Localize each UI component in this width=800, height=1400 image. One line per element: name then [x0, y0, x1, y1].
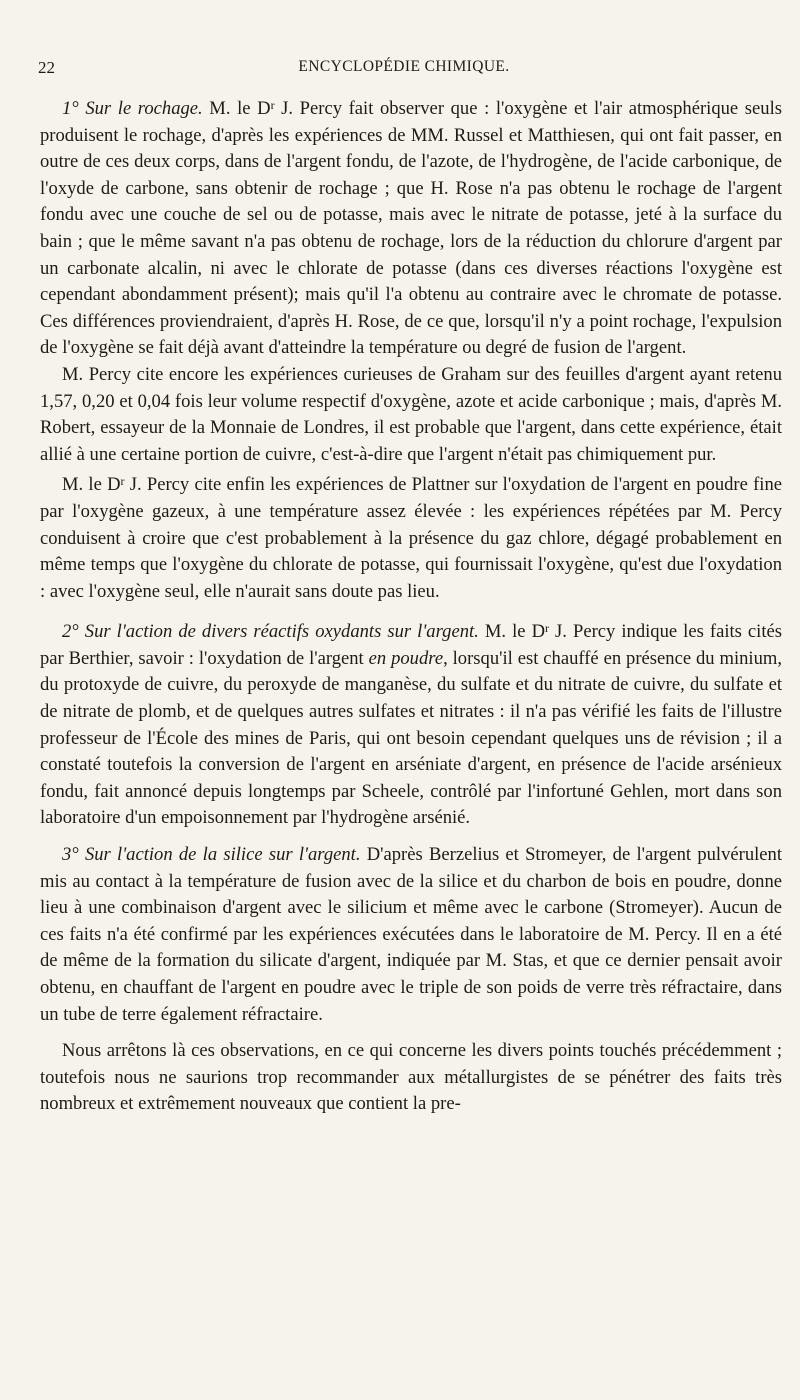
- paragraph-graham: M. Percy cite encore les expériences curieuses de Graham sur des feuilles d'argent ayant retenu 1,57, 0,20 et 0,04 fois leur volume respectif d'oxygène, azote et acide carbonique ; mais, d'après M. Robert, essayeur de la Monnaie de Londres, il est probable que l'argent, dans cette expérience, était allié à une certaine portion de cuivre, c'est-à-dire que l'argent n'était pas chimiquement pur.: [40, 363, 782, 465]
- superscript: r: [545, 621, 549, 636]
- section-label-rochage: 1° Sur le rochage.: [62, 98, 203, 119]
- running-title: ENCYCLOPÉDIE CHIMIQUE.: [298, 58, 510, 75]
- paragraph-text: D'après Berzelius et Stromeyer, de l'argent pulvérulent mis au contact à la température de fusion avec de la silice et du charbon de bois en poudre, donne lieu à une combinaison d'argent avec le silicium et même avec le carbone (Stromeyer). Aucun de ces faits n'a été confirmé par les expériences exécutées dans le laboratoire de M. Percy. Il en a été de même de la formation du silicate d'argent, indiquée par M. Stas, et que ce dernier pensait avoir obtenu, en chauffant de l'argent en poudre avec le triple de son poids de verre très réfractaire, dans un tube de terre également réfractaire.: [40, 844, 783, 1025]
- superscript: r: [120, 474, 125, 489]
- superscript: r: [270, 98, 275, 112]
- paragraph-plattner: [40, 468, 782, 605]
- paragraph-text: J. Percy indique les faits cités par Berthier, savoir : l'oxydation de l'argent: [40, 621, 783, 669]
- section-label-silice: 3° Sur l'action de la silice sur l'argent.: [62, 844, 361, 866]
- paragraph-text: M. le D: [478, 621, 545, 643]
- paragraph-text: J. Percy cite enfin les expériences de Plattner sur l'oxydation de l'argent en poudre fine par l'oxygène gazeux, à une température assez élevée : les expériences répétées par M. Percy conduisent à croire que c'est probablement à la présence du gaz chlore, dégagé probablement en même temps que l'oxygène du chlorate de potasse, qui fournissait l'oxygène, qu'est due l'oxydation : avec l'oxygène seul, elle n'aurait sans doute pas lieu.: [40, 474, 782, 602]
- paragraph-rochage: [40, 92, 782, 362]
- page-header: [38, 58, 770, 82]
- page-body: [40, 92, 782, 1118]
- paragraph-text: J. Percy fait observer que : l'oxygène et l'air atmosphérique seuls produisent le rochage, d'après les expériences de MM. Russel et Matthiesen, qui ont fait passer, en outre de ces deux corps, dans de l'argent fondu, de l'azote, de l'hydrogène, de l'acide carbonique, de l'oxyde de carbone, sans obtenir de rochage ; que H. Rose n'a pas obtenu le rochage de l'argent fondu avec une couche de sel ou de potasse, mais avec le nitrate de potasse, jeté à la surface du bain ; que le même savant n'a pas obtenu de rochage, lors de la réduction du chlorure d'argent par un carbonate alcalin, ni avec le chlorate de potasse (dans ces diverses réactions l'oxygène est cependant abondamment présent); mais qu'il l'a obtenu au contraire avec le chromate de potasse. Ces différences proviendraient, d'après H. Rose, de ce que, lorsqu'il n'y a point rochage, l'expulsion de l'oxygène se fait déjà avant d'atteindre la température ou degré de fusion de l'argent.: [40, 98, 782, 359]
- paragraph-text: M. le D: [202, 98, 271, 119]
- emphasis: en poudre: [368, 647, 444, 669]
- paragraph-text: , lorsqu'il est chauffé en présence du minium, du protoxyde de cuivre, du peroxyde de manganèse, du sulfate et du nitrate de cuivre, du sulfate et de nitrate de plomb, et de quelques autres sulfates et nitrates : il n'a pas vérifié les faits de l'illustre professeur de l'École des mines de Paris, qui ont besoin cependant quelques uns de révision ; il a constaté toutefois la conversion de l'argent en arséniate d'argent, en présence de l'acide arsénieux fondu, fait annoncé depuis longtemps par Scheele, contrôlé par l'infortuné Gehlen, mort dans son laboratoire d'un empoisonnement par l'hydrogène arsénié.: [40, 647, 782, 829]
- paragraph-conclusion: Nous arrêtons là ces observations, en ce qui concerne les divers points touchés précédemment ; toutefois nous ne saurions trop recommander aux métallurgistes de se pénétrer des faits très nombreux et extrêmement nouveaux que contient la pre-: [40, 1040, 782, 1115]
- paragraph-text: M. le D: [62, 474, 121, 496]
- section-label-reactifs: 2° Sur l'action de divers réactifs oxydants sur l'argent.: [62, 621, 479, 643]
- page-number: 22: [38, 58, 55, 77]
- paragraph-reactifs-oxydants: [40, 615, 782, 832]
- paragraph-silice: [40, 842, 782, 1028]
